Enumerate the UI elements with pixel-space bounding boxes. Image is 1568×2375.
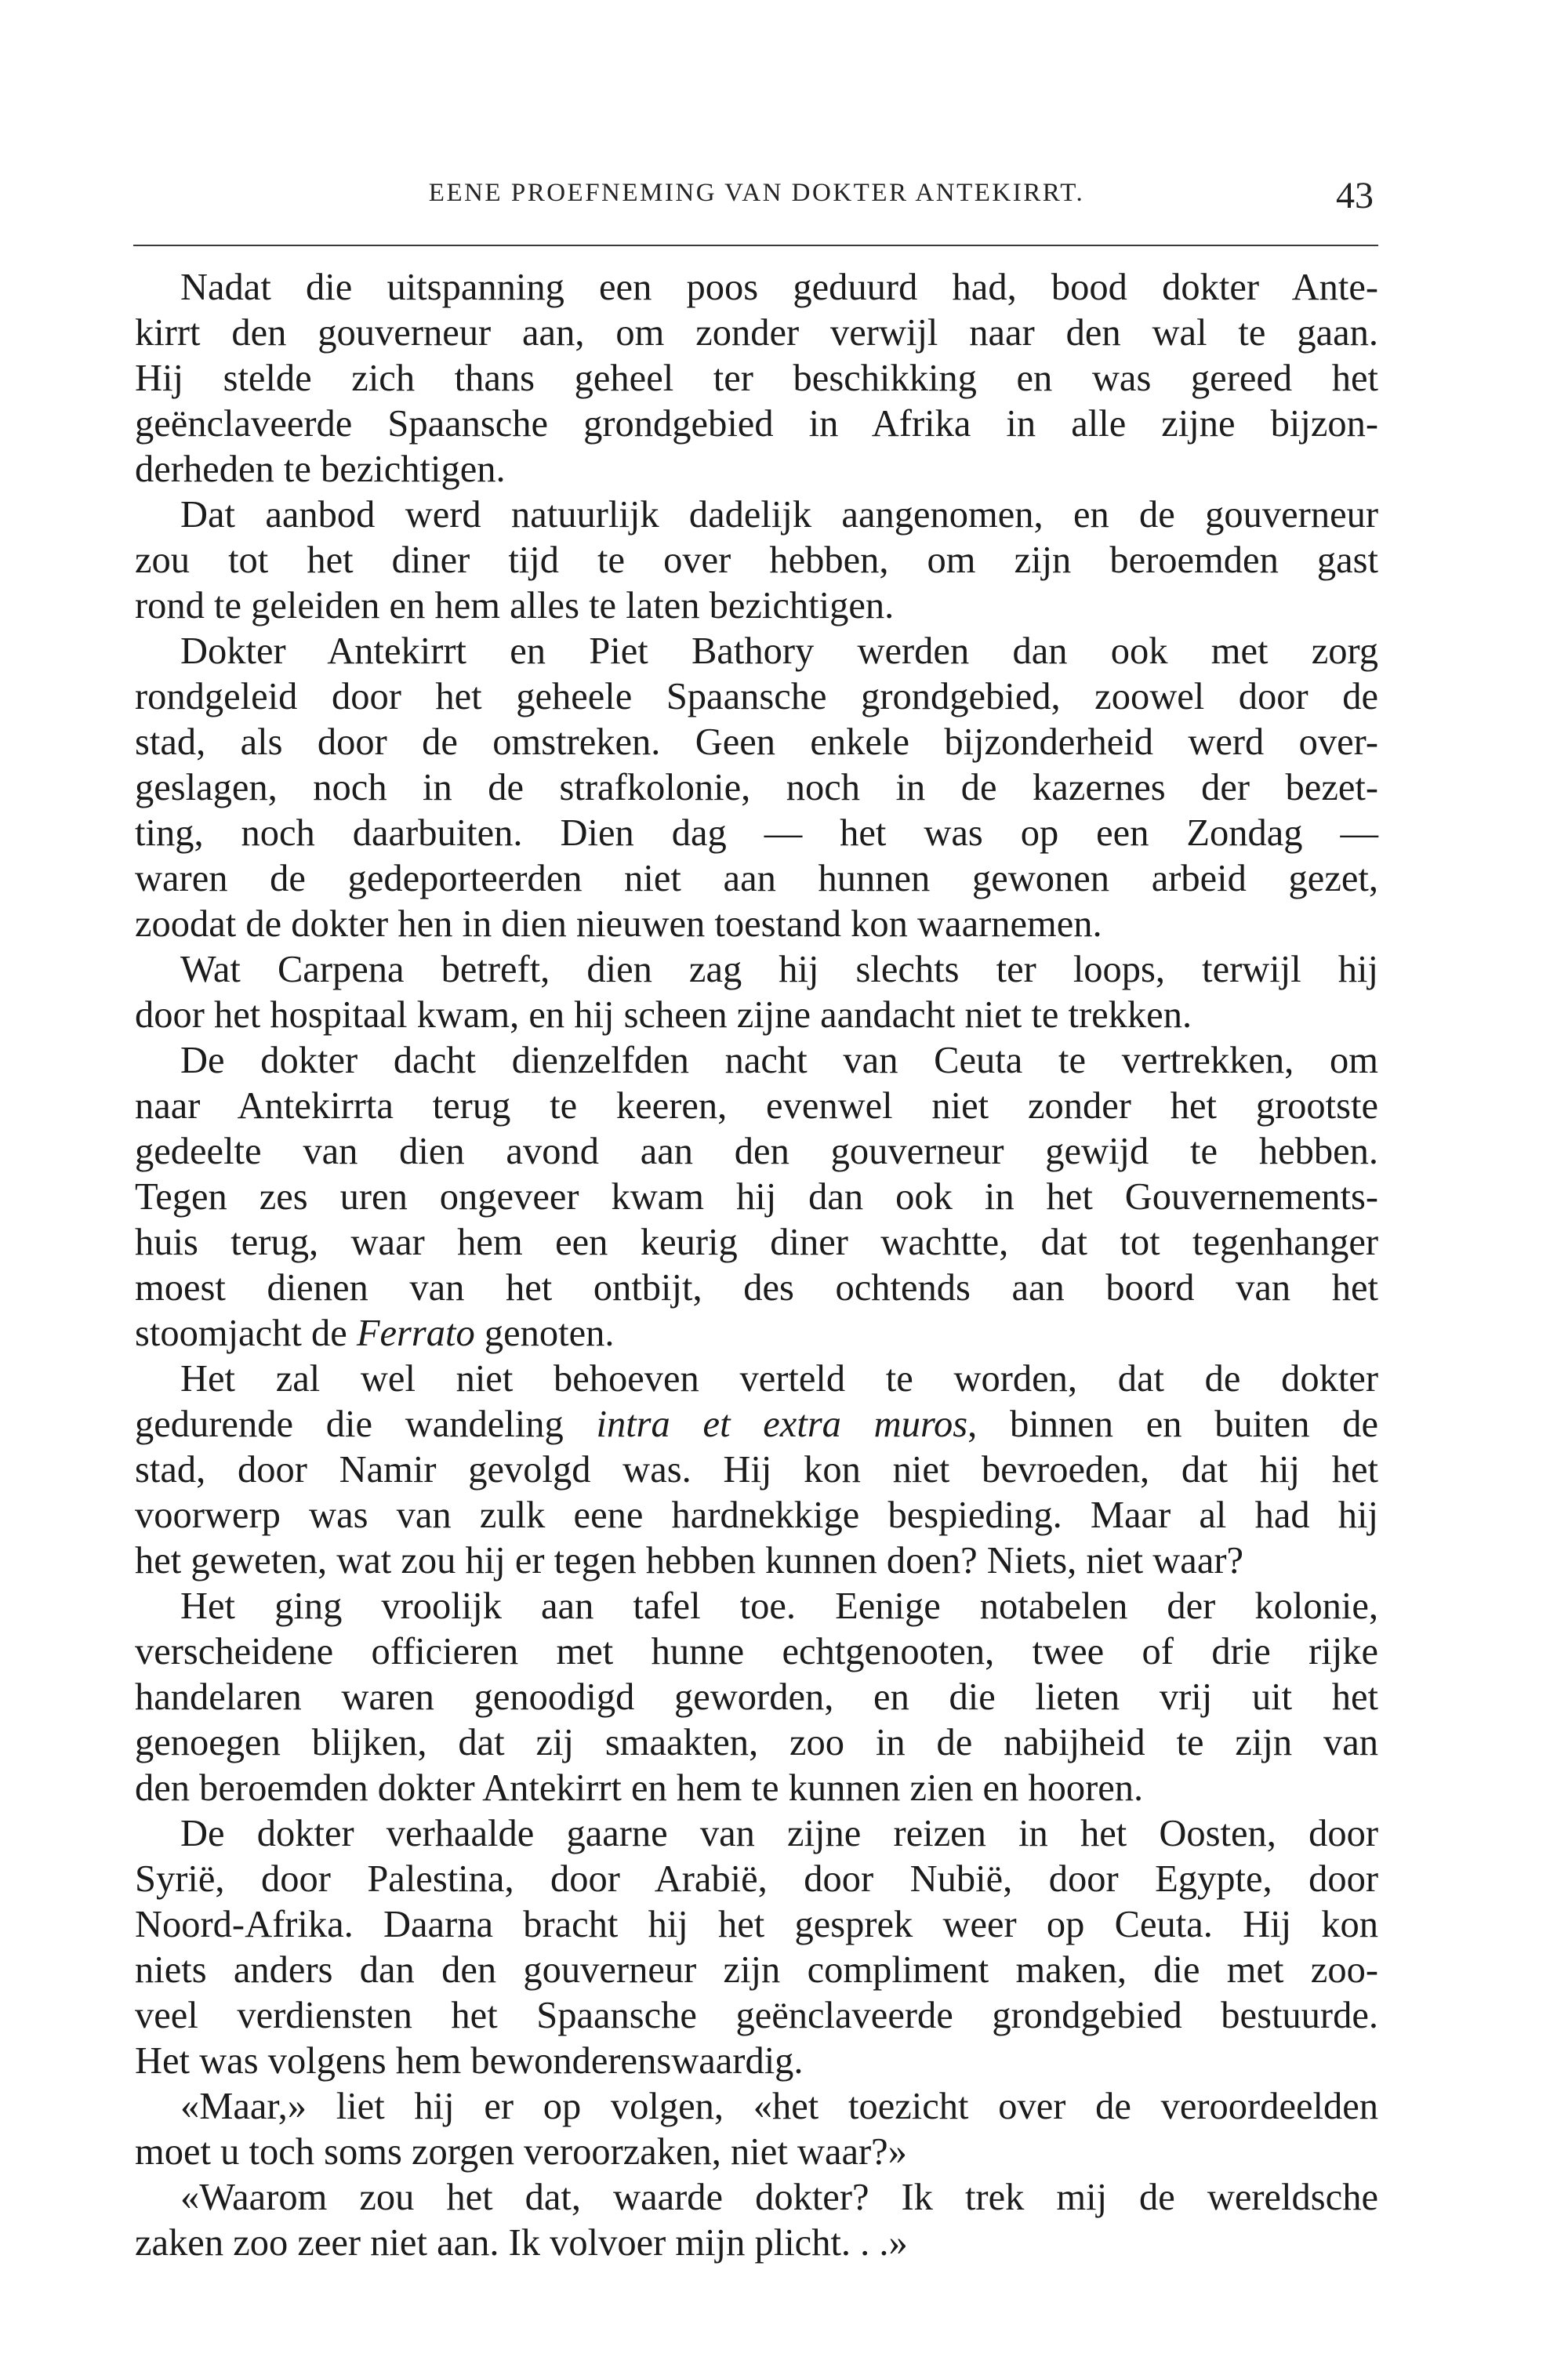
text-line: derheden te bezichtigen. (135, 448, 506, 490)
text-line: Het was volgens hem bewonderenswaardig. (135, 2040, 804, 2082)
text-line: stad, door Namir gevolgd was. Hij kon niet bevroeden, dat hij het (135, 1449, 1378, 1491)
text-line: rondgeleid door het geheele Spaansche grondgebied, zoowel door de (135, 676, 1378, 717)
text-line: den beroemden dokter Antekirrt en hem te kunnen zien en hooren. (135, 1767, 1144, 1809)
line-fragment: , binnen en buiten de (967, 1404, 1379, 1445)
text-line: geënclaveerde Spaansche grondgebied in Afrika in alle zijne bijzon- (135, 403, 1378, 445)
text-line: rond te geleiden en hem alles te laten bezichtigen. (135, 585, 895, 626)
text-line: Tegen zes uren ongeveer kwam hij dan ook in het Gouvernements- (135, 1176, 1378, 1218)
text-line (135, 1402, 1378, 1447)
text-line: zaken zoo zeer niet aan. Ik volvoer mijn plicht. . .» (135, 2222, 908, 2264)
body-text (135, 265, 1378, 2266)
text-line: Dat aanbod werd natuurlijk dadelijk aangenomen, en de gouverneur (180, 494, 1378, 536)
line-fragment: stoomjacht de (135, 1313, 357, 1354)
text-line: Dokter Antekirrt en Piet Bathory werden dan ook met zorg (180, 630, 1378, 672)
text-line: Nadat die uitspanning een poos geduurd had, bood dokter Ante- (180, 267, 1378, 308)
text-line: niets anders dan den gouverneur zijn compliment maken, die met zoo- (135, 1949, 1378, 1991)
text-line: stad, als door de omstreken. Geen enkele bijzonderheid werd over- (135, 721, 1378, 763)
text-line: Het zal wel niet behoeven verteld te worden, dat de dokter (180, 1358, 1378, 1400)
text-line: kirrt den gouverneur aan, om zonder verwijl naar den wal te gaan. (135, 312, 1378, 354)
text-line: voorwerp was van zulk eene hardnekkige bespieding. Maar al had hij (135, 1494, 1378, 1536)
text-line: moest dienen van het ontbijt, des ochtends aan boord van het (135, 1267, 1378, 1309)
text-line: Wat Carpena betreft, dien zag hij slechts ter loops, terwijl hij (180, 949, 1378, 990)
text-line: veel verdiensten het Spaansche geënclaveerde grondgebied bestuurde. (135, 1995, 1378, 2036)
text-line: zoodat de dokter hen in dien nieuwen toestand kon waarnemen. (135, 903, 1102, 945)
text-line: Het ging vroolijk aan tafel toe. Eenige notabelen der kolonie, (180, 1585, 1378, 1627)
text-line: waren de gedeporteerden niet aan hunnen gewonen arbeid gezet, (135, 858, 1378, 899)
text-line: Hij stelde zich thans geheel ter beschikking en was gereed het (135, 358, 1378, 399)
ship-name: Ferrato (356, 1313, 475, 1354)
text-line: ting, noch daarbuiten. Dien dag — het was op een Zondag — (135, 812, 1378, 854)
page-number: 43 (1336, 175, 1374, 216)
text-line: geslagen, noch in de strafkolonie, noch in de kazernes der bezet- (135, 767, 1378, 808)
text-line: genoegen blijken, dat zij smaakten, zoo in de nabijheid te zijn van (135, 1722, 1378, 1763)
text-line: verscheidene officieren met hunne echtgenooten, twee of drie rijke (135, 1631, 1378, 1672)
text-line: De dokter dacht dienzelfden nacht van Ceuta te vertrekken, om (180, 1040, 1378, 1081)
text-line: door het hospitaal kwam, en hij scheen zijne aandacht niet te trekken. (135, 994, 1192, 1036)
line-fragment: genoten. (474, 1313, 615, 1354)
text-line: zou tot het diner tijd te over hebben, om zijn beroemden gast (135, 539, 1378, 581)
text-line: «Maar,» liet hij er op volgen, «het toezicht over de veroordeelden (180, 2086, 1378, 2127)
text-line: moet u toch soms zorgen veroorzaken, niet waar?» (135, 2131, 907, 2173)
text-line: gedeelte van dien avond aan den gouverneur gewijd te hebben. (135, 1131, 1378, 1172)
text-line: De dokter verhaalde gaarne van zijne reizen in het Oosten, door (180, 1813, 1378, 1854)
text-line: «Waarom zou het dat, waarde dokter? Ik trek mij de wereldsche (180, 2177, 1378, 2218)
text-line: het geweten, wat zou hij er tegen hebben kunnen doen? Niets, niet waar? (135, 1540, 1244, 1582)
line-fragment: gedurende die wandeling (135, 1404, 597, 1445)
header-rule (133, 245, 1378, 246)
text-line: Syrië, door Palestina, door Arabië, door Nubië, door Egypte, door (135, 1858, 1378, 1900)
running-head (133, 174, 1380, 221)
text-line (135, 1311, 1378, 1356)
running-title: EENE PROEFNEMING VAN DOKTER ANTEKIRRT. (428, 179, 1085, 207)
text-line: huis terug, waar hem een keurig diner wachtte, dat tot tegenhanger (135, 1222, 1378, 1263)
text-line: handelaren waren genoodigd geworden, en die lieten vrij uit het (135, 1676, 1378, 1718)
text-line: naar Antekirrta terug te keeren, evenwel niet zonder het grootste (135, 1085, 1378, 1127)
text-line: Noord-Afrika. Daarna bracht hij het gesprek weer op Ceuta. Hij kon (135, 1904, 1378, 1945)
latin-phrase: intra et extra muros (596, 1404, 968, 1445)
